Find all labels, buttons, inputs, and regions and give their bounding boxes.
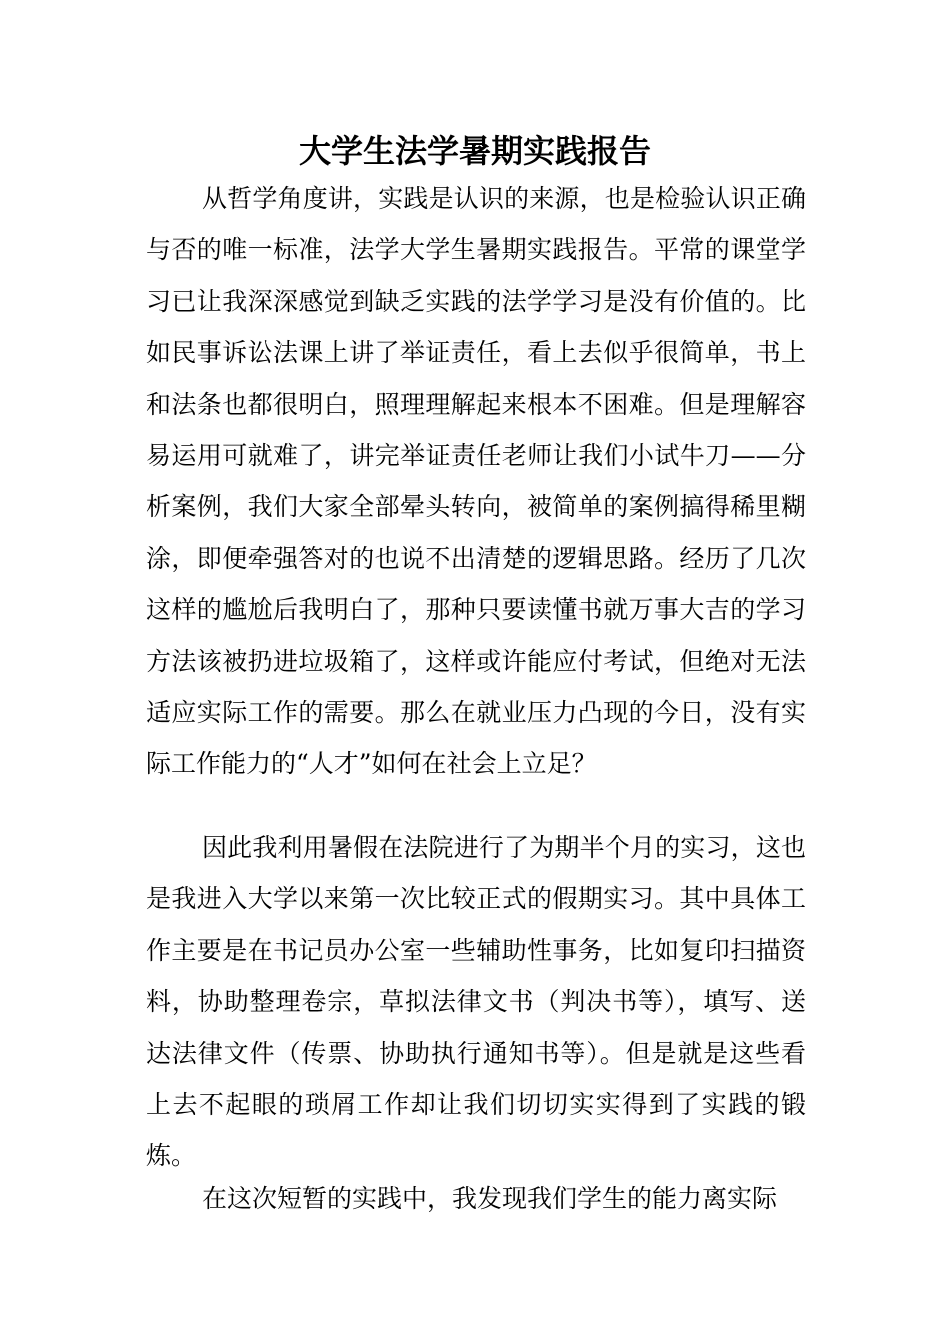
paragraph-3: 在这次短暂的实践中，我发现我们学生的能力离实际 <box>202 1184 778 1213</box>
paragraph-2: 因此我利用暑假在法院进行了为期半个月的实习，这也是我进入大学以来第一次比较正式的假期实习。其中具体工作主要是在书记员办公室一些辅助性事务，比如复印扫描资料，协助整理卷宗，草拟法律文书（判决书等），填写、送达法律文件（传票、协助执行通知书等）。但是就是这些看上去不起眼的琐屑工作却让我们切切实实得到了实践的锻炼。 <box>146 833 806 1171</box>
paragraph-1: 从哲学角度讲，实践是认识的来源，也是检验认识正确与否的唯一标准，法学大学生暑期实践报告。平常的课堂学习已让我深深感觉到缺乏实践的法学学习是没有价值的。比如民事诉讼法课上讲了举证责任，看上去似乎很简单，书上和法条也都很明白，照理理解起来根本不困难。但是理解容易运用可就难了，讲完举证责任老师让我们小试牛刀——分析案例，我们大家全部晕头转向，被简单的案例搞得稀里糊涂，即便牵强答对的也说不出清楚的逻辑思路。经历了几次这样的尴尬后我明白了，那种只要读懂书就万事大吉的学习方法该被扔进垃圾箱了，这样或许能应付考试，但绝对无法适应实际工作的需要。那么在就业压力凸现的今日，没有实际工作能力的“人才”如何在社会上立足？ <box>146 184 806 779</box>
document-title: 大学生法学暑期实践报告 <box>298 132 651 170</box>
